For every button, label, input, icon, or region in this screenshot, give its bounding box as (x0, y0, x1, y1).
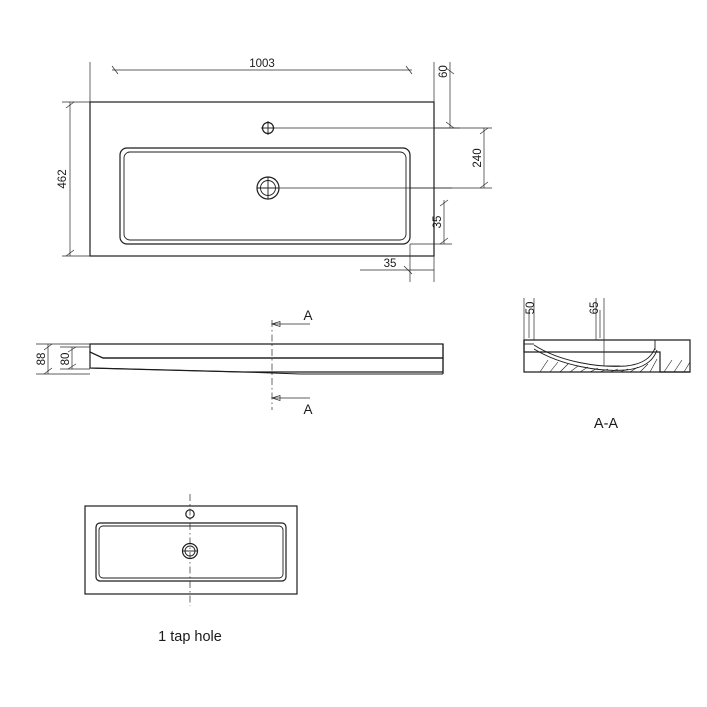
side-profile-bottom-left-edge (90, 368, 243, 372)
dim-label-bowl-inset-front: 35 (383, 258, 397, 270)
dim-label-plan-depth: 462 (57, 169, 69, 189)
tap-hole-plan-view (85, 494, 297, 645)
dim-label-tap-center-from-back: 240 (472, 148, 484, 168)
basin-bowl-inner-outline (124, 152, 406, 240)
dim-label-section-back-height: 65 (589, 301, 601, 315)
dim-label-section-rim-height: 50 (525, 301, 537, 315)
dim-label-side-total-height: 88 (36, 352, 48, 366)
dim-label-tap-offset-right: 60 (438, 65, 450, 78)
plan-view (57, 58, 492, 282)
dim-label-side-body-height: 80 (60, 352, 72, 366)
side-profile-top-face (90, 344, 443, 358)
dim-label-bowl-inset-right: 35 (432, 215, 444, 229)
section-hatching (540, 359, 690, 372)
side-elevation-view (36, 308, 443, 417)
section-bowl-curve (534, 345, 655, 366)
section-outer-profile (524, 340, 690, 372)
section-aa-view (524, 298, 690, 432)
section-outer-base (524, 340, 690, 372)
tap-plan-bowl-inner (99, 526, 283, 578)
section-mark-bottom-label: A (303, 402, 313, 417)
section-mark-top-label: A (303, 308, 313, 323)
dim-label-plan-width: 1003 (249, 58, 275, 70)
tap-hole-caption: 1 tap hole (158, 629, 222, 645)
section-caption: A-A (593, 416, 619, 432)
tap-plan-bowl-outline (96, 523, 286, 581)
basin-bowl-outline (120, 148, 410, 244)
